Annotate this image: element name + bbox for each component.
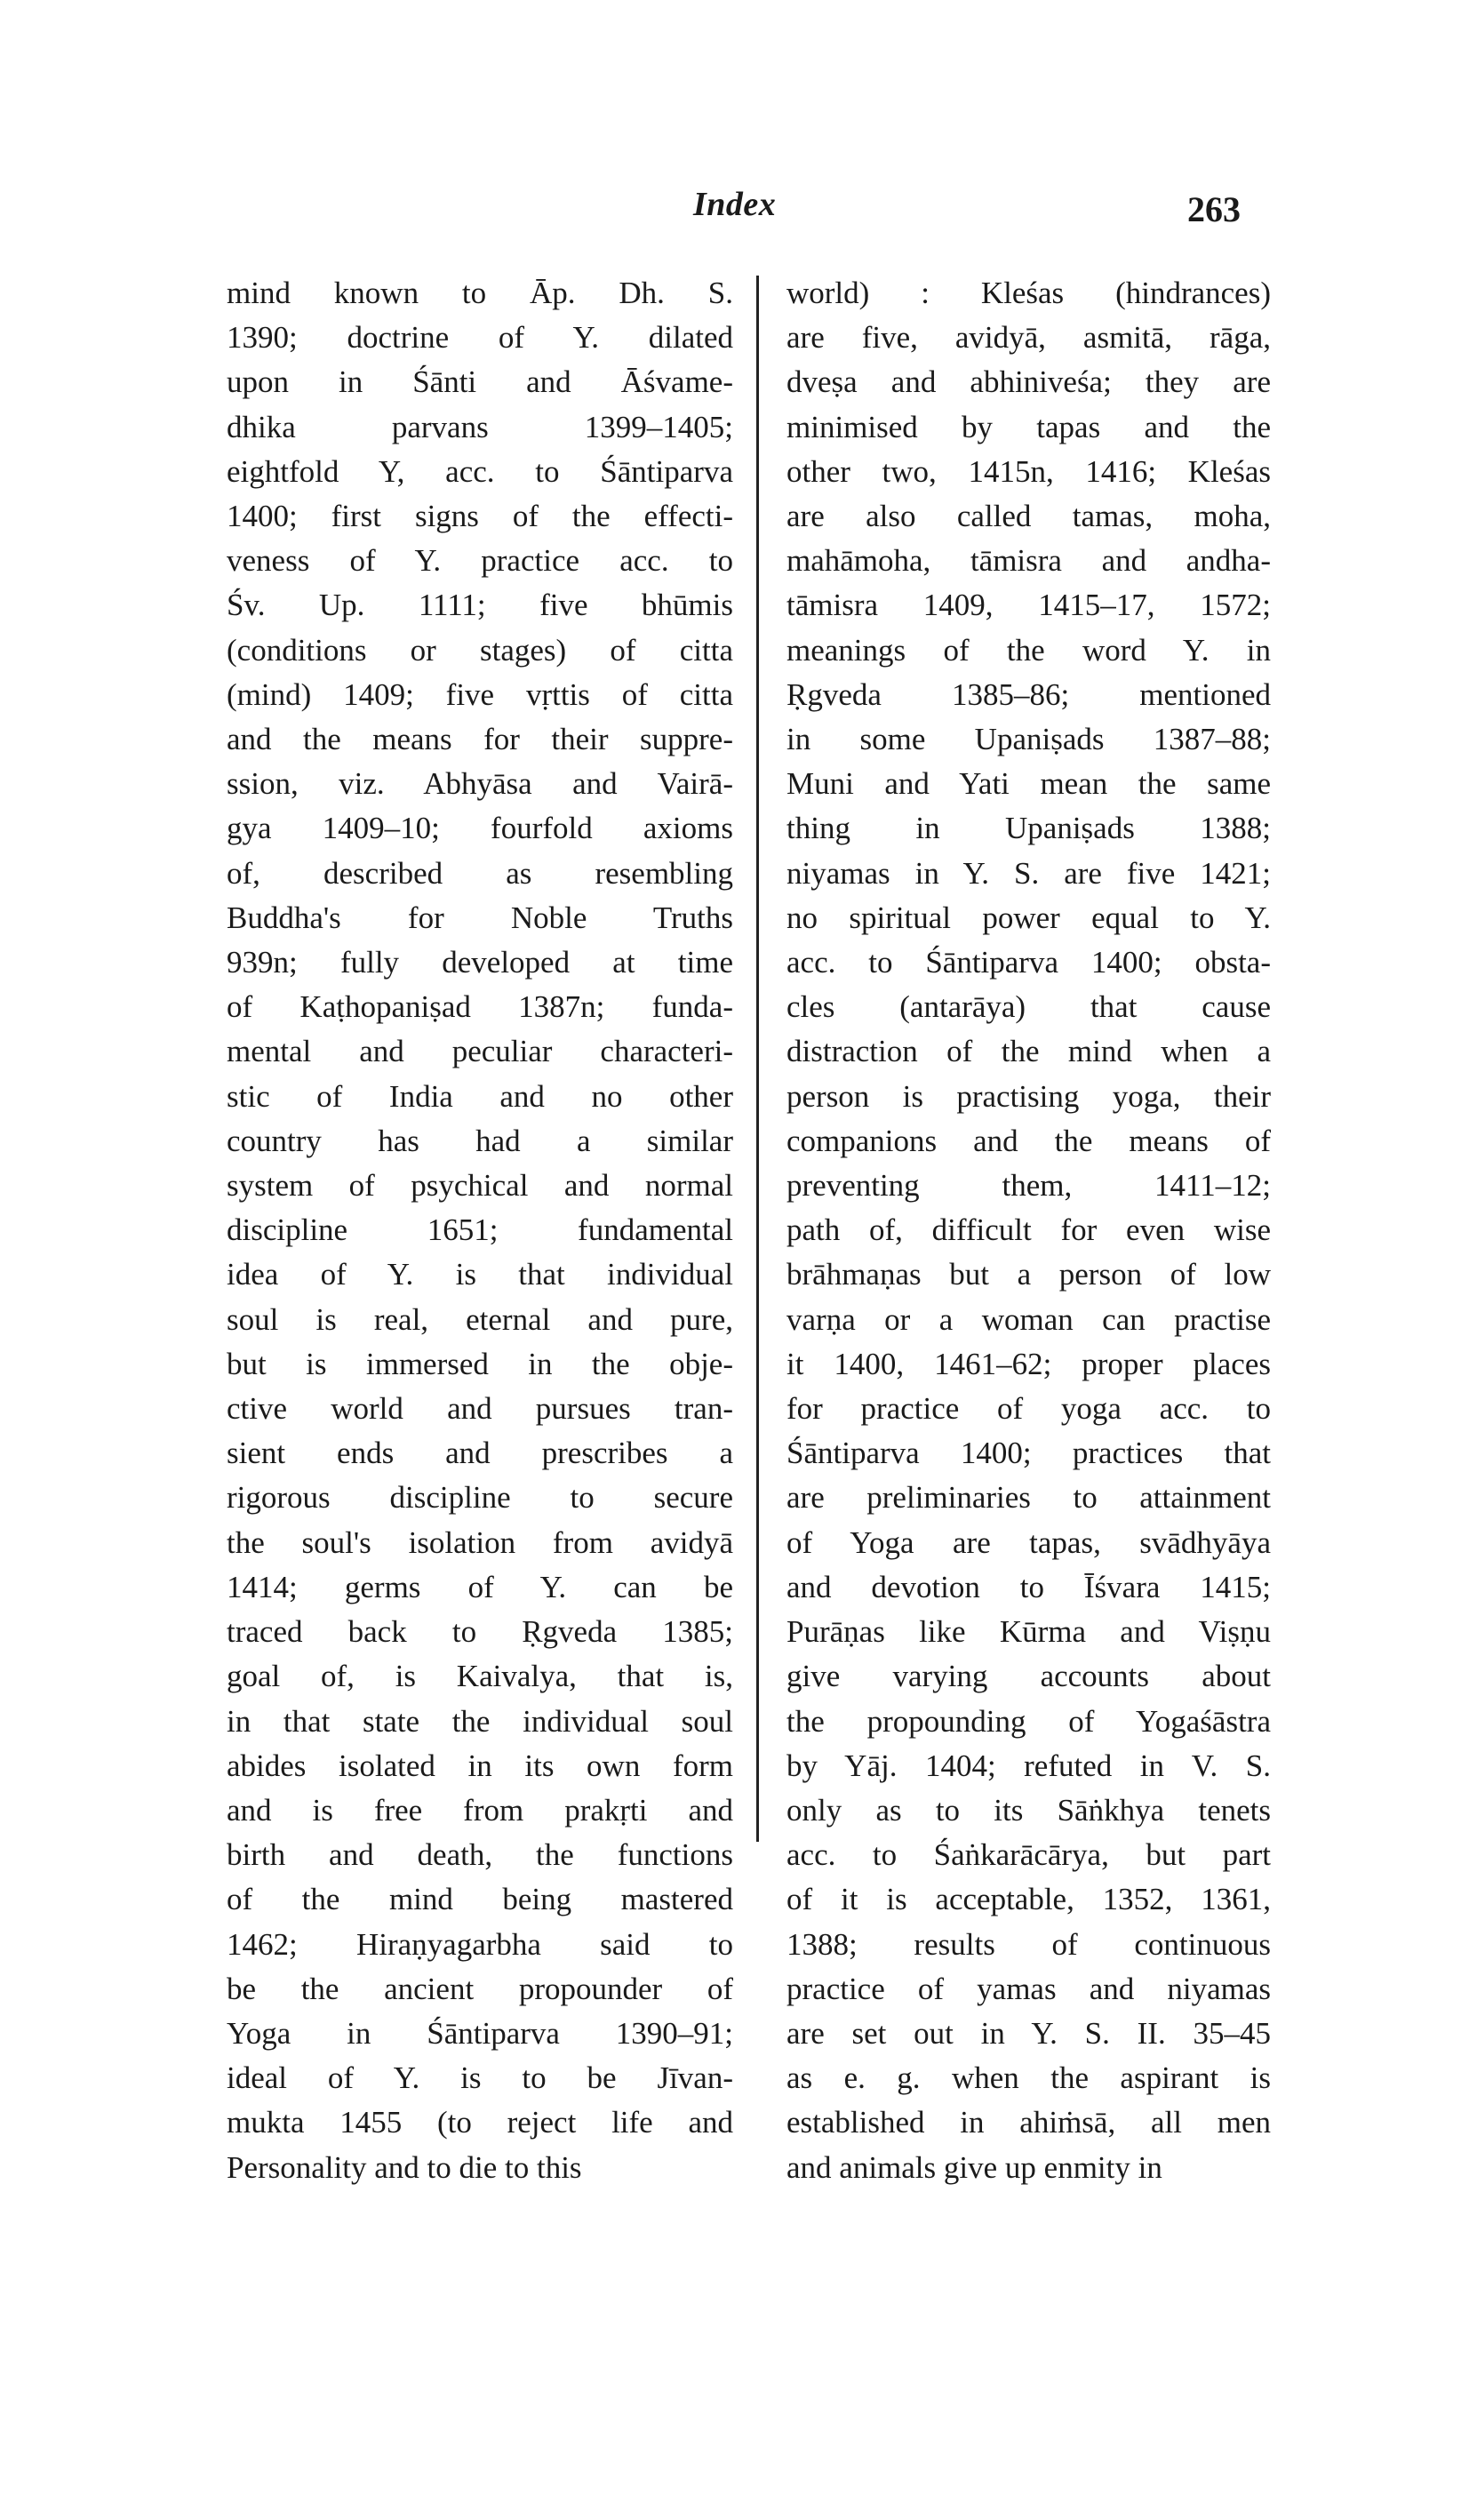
index-line: ssion, viz. Abhyāsa and Vairā-: [227, 766, 733, 802]
index-line: idea of Y. is that individual: [227, 1257, 733, 1292]
index-line: gya 1409–10; fourfold axioms: [227, 811, 733, 846]
index-line: brāhmaṇas but a person of low: [786, 1257, 1271, 1292]
index-line: Yoga in Śāntiparva 1390–91;: [227, 2015, 733, 2051]
index-line: varṇa or a woman can practise: [786, 1301, 1271, 1337]
index-line: system of psychical and normal: [227, 1168, 733, 1204]
index-line: and the means for their suppre-: [227, 722, 733, 757]
index-line: Purāṇas like Kūrma and Viṣṇu: [786, 1614, 1271, 1650]
index-line: in that state the individual soul: [227, 1703, 733, 1739]
index-line: and animals give up enmity in: [786, 2149, 1162, 2185]
index-line: established in ahiṁsā, all men: [786, 2105, 1271, 2140]
index-line: (conditions or stages) of citta: [227, 632, 733, 668]
index-line: path of, difficult for even wise: [786, 1212, 1271, 1248]
index-line: 1388; results of continuous: [786, 1926, 1271, 1962]
index-line: only as to its Sāṅkhya tenets: [786, 1792, 1271, 1828]
column-divider: [756, 276, 759, 1842]
index-line: 1414; germs of Y. can be: [227, 1569, 733, 1604]
index-line: thing in Upaniṣads 1388;: [786, 811, 1271, 846]
index-column-right: [786, 271, 1271, 2190]
running-title: Index: [693, 186, 777, 223]
index-line: person is practising yoga, their: [786, 1078, 1271, 1114]
index-line: it 1400, 1461–62; proper places: [786, 1346, 1271, 1381]
index-line: rigorous discipline to secure: [227, 1480, 733, 1516]
index-line: soul is real, eternal and pure,: [227, 1301, 733, 1337]
index-line: goal of, is Kaivalya, that is,: [227, 1659, 733, 1694]
index-line: niyamas in Y. S. are five 1421;: [786, 855, 1271, 891]
index-line: Muni and Yati mean the same: [786, 766, 1271, 802]
index-line: acc. to Śāntiparva 1400; obsta-: [786, 945, 1271, 980]
index-line: dhika parvans 1399–1405;: [227, 409, 733, 444]
index-line: upon in Śānti and Āśvame-: [227, 364, 733, 400]
index-line: preventing them, 1411–12;: [786, 1168, 1271, 1204]
page-number: 263: [1187, 189, 1241, 229]
index-line: veness of Y. practice acc. to: [227, 543, 733, 579]
index-line: of it is acceptable, 1352, 1361,: [786, 1882, 1271, 1917]
index-line: are also called tamas, moha,: [786, 499, 1271, 534]
index-line: dveṣa and abhiniveśa; they are: [786, 364, 1271, 400]
index-line: are five, avidyā, asmitā, rāga,: [786, 320, 1271, 356]
index-line: 1390; doctrine of Y. dilated: [227, 320, 733, 356]
index-line: ctive world and pursues tran-: [227, 1391, 733, 1427]
index-line: for practice of yoga acc. to: [786, 1391, 1271, 1427]
index-line: acc. to Śaṅkarācārya, but part: [786, 1837, 1271, 1873]
index-line: Ṛgveda 1385–86; mentioned: [786, 676, 1271, 712]
index-line: 939n; fully developed at time: [227, 945, 733, 980]
index-line: and devotion to Īśvara 1415;: [786, 1569, 1271, 1604]
index-line: Śv. Up. 1111; five bhūmis: [227, 588, 733, 623]
index-line: of, described as resembling: [227, 855, 733, 891]
index-line: of Kaṭhopaniṣad 1387n; funda-: [227, 989, 733, 1025]
index-line: discipline 1651; fundamental: [227, 1212, 733, 1248]
index-line: mahāmoha, tāmisra and andha-: [786, 543, 1271, 579]
index-line: Śāntiparva 1400; practices that: [786, 1436, 1271, 1471]
index-line: world) : Kleśas (hindrances): [786, 276, 1271, 310]
index-line: mukta 1455 (to reject life and: [227, 2105, 733, 2140]
index-line: as e. g. when the aspirant is: [786, 2060, 1271, 2096]
index-line: abides isolated in its own form: [227, 1748, 733, 1783]
index-line: (mind) 1409; five vṛttis of citta: [227, 676, 733, 712]
index-line: of the mind being mastered: [227, 1882, 733, 1917]
index-line: tāmisra 1409, 1415–17, 1572;: [786, 588, 1271, 623]
index-line: Buddha's for Noble Truths: [227, 900, 733, 935]
index-line: and is free from prakṛti and: [227, 1792, 733, 1828]
index-line: other two, 1415n, 1416; Kleśas: [786, 453, 1271, 489]
index-line: meanings of the word Y. in: [786, 632, 1271, 668]
index-line: birth and death, the functions: [227, 1837, 733, 1873]
index-line: eightfold Y, acc. to Śāntiparva: [227, 453, 733, 489]
index-line: Personality and to die to this: [227, 2149, 582, 2185]
index-line: of Yoga are tapas, svādhyāya: [786, 1524, 1271, 1560]
index-column-left: [227, 271, 733, 2190]
index-line: distraction of the mind when a: [786, 1034, 1271, 1069]
index-line: stic of India and no other: [227, 1078, 733, 1114]
index-line: practice of yamas and niyamas: [786, 1971, 1271, 2006]
index-line: are set out in Y. S. II. 35–45: [786, 2015, 1271, 2051]
index-line: no spiritual power equal to Y.: [786, 900, 1271, 935]
index-line: be the ancient propounder of: [227, 1971, 733, 2006]
index-line: mental and peculiar characteri-: [227, 1034, 733, 1069]
index-line: by Yāj. 1404; refuted in V. S.: [786, 1748, 1271, 1783]
index-line: mind known to Āp. Dh. S.: [227, 276, 733, 310]
index-line: ideal of Y. is to be Jīvan-: [227, 2060, 733, 2096]
index-line: but is immersed in the obje-: [227, 1346, 733, 1381]
index-line: country has had a similar: [227, 1123, 733, 1158]
index-line: companions and the means of: [786, 1123, 1271, 1158]
index-line: the soul's isolation from avidyā: [227, 1524, 733, 1560]
index-line: cles (antarāya) that cause: [786, 989, 1271, 1025]
index-line: 1400; first signs of the effecti-: [227, 499, 733, 534]
index-line: are preliminaries to attainment: [786, 1480, 1271, 1516]
index-line: 1462; Hiraṇyagarbha said to: [227, 1926, 733, 1962]
index-line: traced back to Ṛgveda 1385;: [227, 1614, 733, 1650]
index-line: sient ends and prescribes a: [227, 1436, 733, 1471]
index-line: the propounding of Yogaśāstra: [786, 1703, 1271, 1739]
index-line: minimised by tapas and the: [786, 409, 1271, 444]
index-line: give varying accounts about: [786, 1659, 1271, 1694]
index-line: in some Upaniṣads 1387–88;: [786, 722, 1271, 757]
running-head: [0, 185, 1469, 238]
